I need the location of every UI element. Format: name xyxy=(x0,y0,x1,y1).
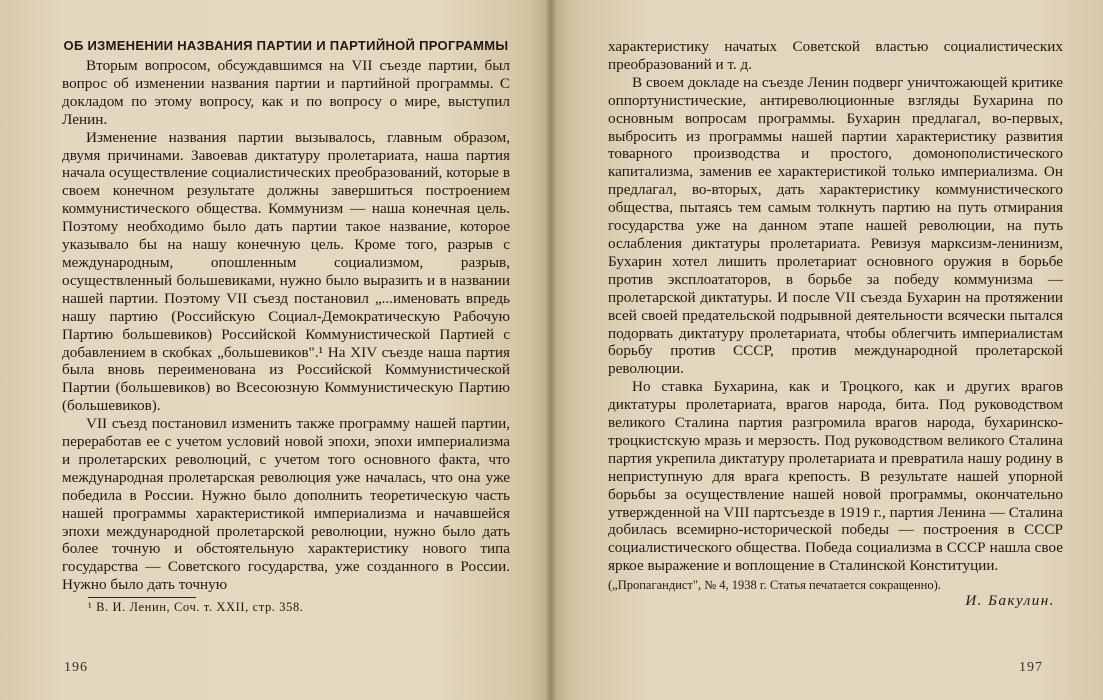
paragraph: В своем докладе на съезде Ленин подверг уничтожающей критике оппортунистические, антиреволюционные взгляды Бухарина по основным вопросам программы. Бухарин предлагал, во-первых, выбросить из программы нашей партии характеристику развития товарного производства и простого, домонополистического капитализма, заменив ее характеристикой только империализма. Он предлагал, во-вторых, дать характеристику коммунистического общества, пытаясь тем самым толкнуть партию на путь отмирания государства уже на данном этапе нашей революции, на путь ослабления диктатуры пролетариата. Ревизуя марксизм-ленинизм, Бухарин хотел лишить пролетариат основного оружия в борьбе против эксплоататоров, в борьбе за победу коммунизма — пролетарской диктатуры. И после VII съезда Бухарин на протяжении всей своей предательской подрывной деятельности всячески пытался подорвать диктатуру пролетариата, чтобы облегчить империалистам борьбу против СССР, против международной пролетарской революции. xyxy=(608,73,1063,378)
footnote: ¹ В. И. Ленин, Соч. т. XXII, стр. 358. xyxy=(88,600,304,615)
page-number: 196 xyxy=(64,660,88,675)
author-signature: И. Бакулин. xyxy=(965,593,1055,610)
book-gutter xyxy=(545,0,557,700)
paragraph: Вторым вопросом, обсуждавшимся на VII съезде партии, был вопрос об изменении названия партии и партийной программы. С докладом по этому вопросу, как и по вопросу о мире, выступил Ленин. xyxy=(62,57,510,128)
right-page xyxy=(551,0,1103,700)
left-page-text xyxy=(62,38,510,615)
page-number: 197 xyxy=(1019,660,1043,675)
section-heading: ОБ ИЗМЕНЕНИИ НАЗВАНИЯ ПАРТИИ И ПАРТИЙНОЙ ПРОГРАММЫ xyxy=(63,38,509,53)
paragraph: Но ставка Бухарина, как и Троцкого, как и других врагов диктатуры пролетариата, врагов народа, бита. Под руководством великого Сталина партия разгромила врагов народа, бухаринско-троцкистскую мразь и мерзость. Под руководством великого Сталина партия укрепила диктатуру пролетариата и превратила нашу родину в неприступную для врага крепость. В результате нашей упорной борьбы за осуществление нашей новой программы, окончательно утвержденной на VIII партсъезде в 1919 г., партия Ленина — Сталина добилась всемирно-исторической победы — построения в СССР социалистического общества. Победа социализма в СССР нашла свое яркое выражение и воплощение в Сталинской Конституции. xyxy=(608,378,1063,575)
right-page-text xyxy=(608,38,1063,611)
paragraph: характеристику начатых Советской властью социалистических преобразований и т. д. xyxy=(608,38,1063,73)
paragraph: Изменение названия партии вызывалось, главным образом, двумя причинами. Завоевав диктатуру пролетариата, наша партия начала осуществление социалистических преобразований, которые в своем конечном результате должны завершиться построением коммунистического общества. Коммунизм — наша конечная цель. Поэтому необходимо было дать партии такое название, которое указывало бы на нашу конечную цель. Кроме того, разрыв с международным, опошленным социализмом, разрыв, осуществленный большевиками, нужно было выразить и в названии нашей партии. Поэтому VII съезд постановил „...именовать впредь нашу партию (Российскую Социал-Демократическую Рабочую Партию большевиков) Российской Коммунистической Партией с добавлением в скобках „большевиков".¹ На XIV съезде наша партия была вновь переименована из Российской Коммунистической Партии (большевиков) во Всесоюзную Коммунистическую Партию (большевиков). xyxy=(62,128,510,415)
paragraph: VII съезд постановил изменить также программу нашей партии, переработав ее с учетом условий новой эпохи, эпохи империализма и пролетарских революций, с учетом того основного факта, что международная пролетарская революция уже началась, что она уже победила в России. Нужно было дополнить теоретическую часть нашей программы характеристикой империализма и начавшейся эпохи международной пролетарской революции, нужно было дать более точную и обстоятельную характеристику нового типа государства — Советского государства, уже созданного в России. Нужно было дать точную xyxy=(62,415,510,594)
source-citation: („Пропагандист", № 4, 1938 г. Статья печатается сокращенно). xyxy=(608,578,941,593)
left-page xyxy=(0,0,551,700)
footnote-rule xyxy=(88,597,196,598)
